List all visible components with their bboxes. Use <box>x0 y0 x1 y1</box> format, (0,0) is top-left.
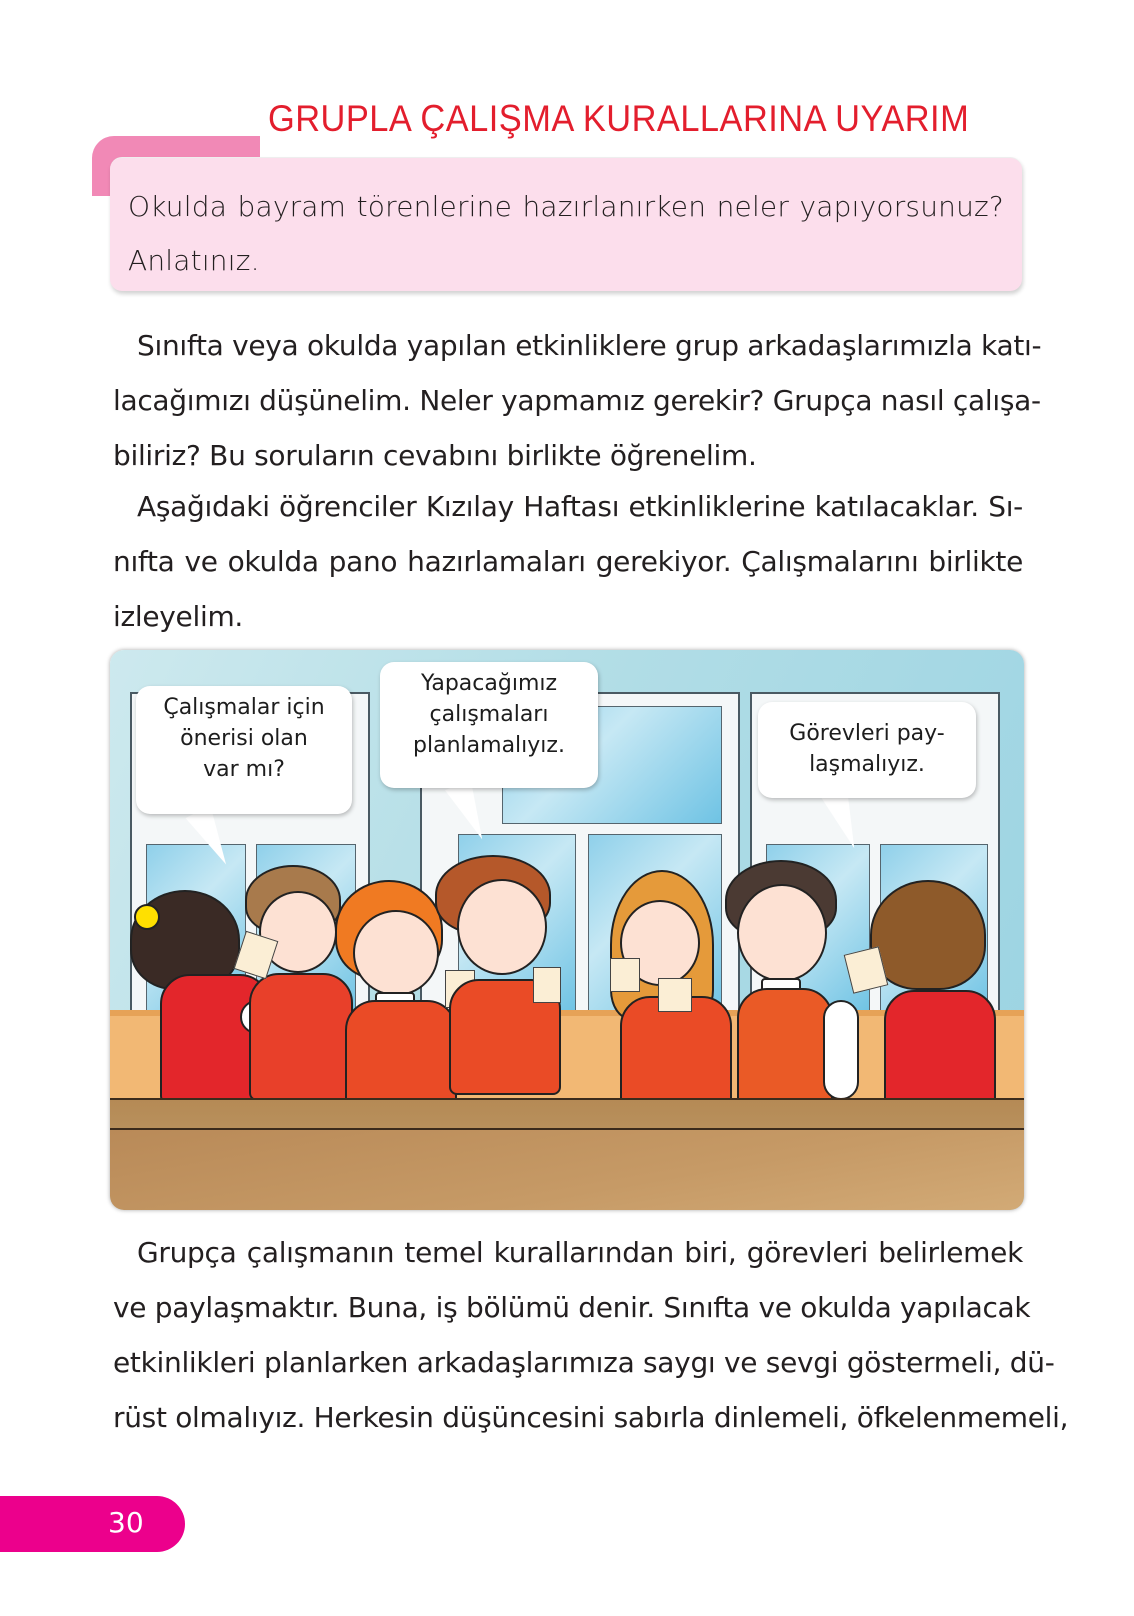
paragraph-line: Aşağıdaki öğrenciler Kızılay Haftası etkinliklerine katılacaklar. Sı- <box>137 490 1023 523</box>
callout-line: Okulda bayram törenlerine hazırlanırken neler yapıyorsunuz? <box>128 190 1004 223</box>
page-title: GRUPLA ÇALIŞMA KURALLARINA UYARIM <box>268 98 970 139</box>
paragraph-rules <box>113 1225 1069 1445</box>
speech-bubble-share-tasks <box>758 702 976 798</box>
page-number-tab <box>0 1496 185 1552</box>
speech-bubble-planning <box>380 662 598 788</box>
callout-line: Anlatınız. <box>128 244 260 277</box>
bubble-line: önerisi olan <box>180 726 308 751</box>
bubble-line: Görevleri pay- <box>789 721 945 746</box>
bubble-line: çalışmaları <box>429 702 549 727</box>
paragraph-line: lacağımızı düşünelim. Neler yapmamız gerekir? Grupça nasıl çalışa- <box>113 384 1041 417</box>
paragraph-line: biliriz? Bu soruların cevabını birlikte öğrenelim. <box>113 439 757 472</box>
question-callout <box>110 157 1022 291</box>
paragraph-line: izleyelim. <box>113 600 244 633</box>
page-number: 30 <box>108 1506 144 1539</box>
bubble-line: laşmalıyız. <box>809 752 925 777</box>
paragraph-scenario <box>113 479 1023 644</box>
bubble-line: var mı? <box>203 757 285 782</box>
paragraph-line: ve paylaşmaktır. Buna, iş bölümü denir. Sınıfta ve okulda yapılacak <box>113 1291 1031 1324</box>
paragraph-line: rüst olmalıyız. Herkesin düşüncesini sabırla dinlemeli, öfkelenmemeli, <box>113 1401 1069 1434</box>
paragraph-line: nıfta ve okulda pano hazırlamaları gerekiyor. Çalışmalarını birlikte <box>113 545 1023 578</box>
paragraph-intro <box>113 318 1042 483</box>
bubble-line: planlamalıyız. <box>413 733 565 758</box>
paragraph-line: Grupça çalışmanın temel kurallarından biri, görevleri belirlemek <box>137 1236 1023 1269</box>
paragraph-line: etkinlikleri planlarken arkadaşlarımıza saygı ve sevgi göstermeli, dü- <box>113 1346 1055 1379</box>
bubble-line: Yapacağımız <box>420 671 558 696</box>
bubble-line: Çalışmalar için <box>163 695 325 720</box>
speech-bubble-suggestion <box>136 686 352 814</box>
callout-text <box>128 180 1004 288</box>
classroom-illustration <box>110 650 1024 1210</box>
paragraph-line: Sınıfta veya okulda yapılan etkinliklere grup arkadaşlarımızla katı- <box>137 329 1042 362</box>
desk-front <box>110 1130 1024 1210</box>
desk-top <box>110 1098 1024 1130</box>
